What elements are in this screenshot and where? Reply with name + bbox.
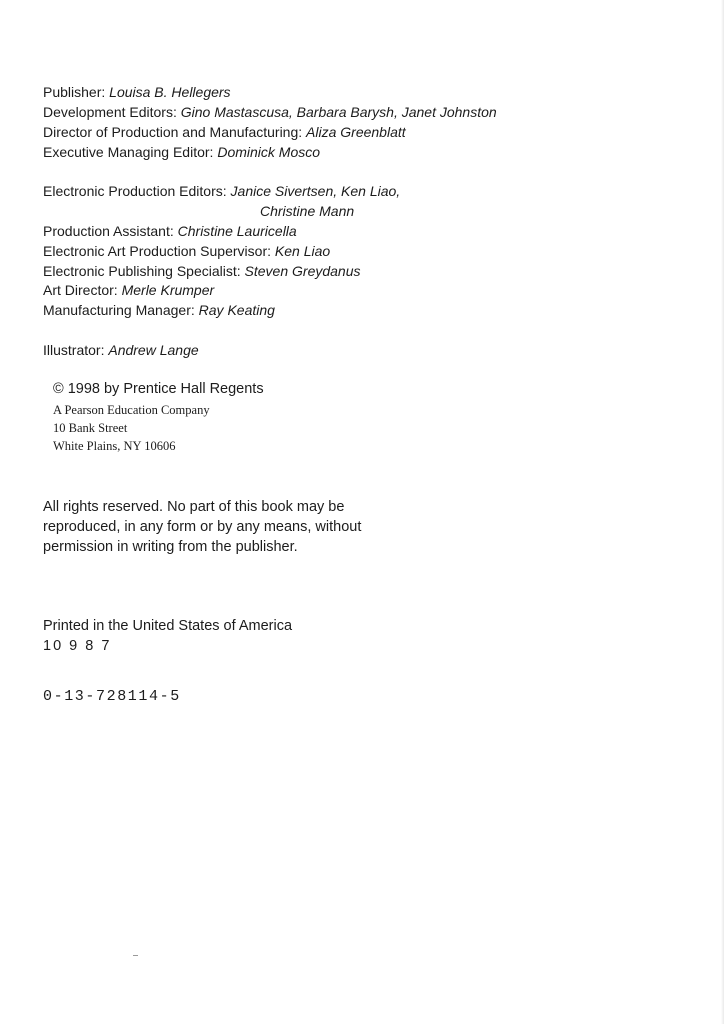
credit-role: Manufacturing Manager: — [43, 302, 195, 318]
credit-role: Director of Production and Manufacturing: — [43, 124, 303, 140]
credit-role: Production Assistant: — [43, 223, 174, 239]
credit-director-production — [43, 123, 406, 143]
copyright-line: © 1998 by Prentice Hall Regents — [53, 381, 264, 397]
credit-names: Louisa B. Hellegers — [109, 84, 231, 100]
credit-electronic-publishing-specialist — [43, 262, 361, 282]
isbn-number: 0-13-728114-5 — [43, 688, 181, 705]
credit-development-editors — [43, 103, 497, 123]
credit-production-assistant — [43, 222, 297, 242]
publisher-street: 10 Bank Street — [53, 421, 128, 435]
credit-role: Development Editors: — [43, 104, 177, 120]
publisher-city: White Plains, NY 10606 — [53, 439, 176, 453]
rights-line-2: reproduced, in any form or by any means, without — [43, 519, 362, 535]
credit-names: Dominick Mosco — [217, 144, 321, 160]
scan-speck — [133, 955, 138, 956]
credit-executive-managing-editor — [43, 143, 320, 163]
credit-role: Illustrator: — [43, 342, 105, 358]
credit-role: Executive Managing Editor: — [43, 144, 214, 160]
credit-names: Andrew Lange — [108, 342, 199, 358]
credit-electronic-production-editors — [43, 182, 400, 202]
credit-manufacturing-manager — [43, 301, 275, 321]
credit-names: Aliza Greenblatt — [306, 124, 406, 140]
credit-names: Ken Liao — [274, 243, 331, 259]
credit-role: Electronic Publishing Specialist: — [43, 263, 241, 279]
credit-publisher — [43, 83, 231, 103]
credit-names: Merle Krumper — [121, 282, 215, 298]
credit-names: Steven Greydanus — [244, 263, 361, 279]
publisher-company: A Pearson Education Company — [53, 403, 210, 417]
credit-role: Publisher: — [43, 84, 106, 100]
credit-electronic-art-supervisor — [43, 242, 330, 262]
credit-role: Electronic Production Editors: — [43, 183, 227, 199]
credit-names: Christine Lauricella — [177, 223, 297, 239]
credit-illustrator — [43, 341, 199, 361]
credit-role: Art Director: — [43, 282, 118, 298]
credit-names: Gino Mastascusa, Barbara Barysh, Janet Johnston — [180, 104, 497, 120]
rights-line-3: permission in writing from the publisher. — [43, 539, 298, 555]
credit-art-director — [43, 281, 214, 301]
credit-names-continued: Christine Mann — [260, 203, 355, 219]
printing-numbers: 10 9 8 7 — [43, 638, 112, 654]
credit-role: Electronic Art Production Supervisor: — [43, 243, 271, 259]
credit-names: Janice Sivertsen, Ken Liao, — [230, 183, 401, 199]
credit-names: Ray Keating — [198, 302, 275, 318]
printed-in: Printed in the United States of America — [43, 618, 293, 634]
rights-line-1: All rights reserved. No part of this book may be — [43, 499, 345, 515]
